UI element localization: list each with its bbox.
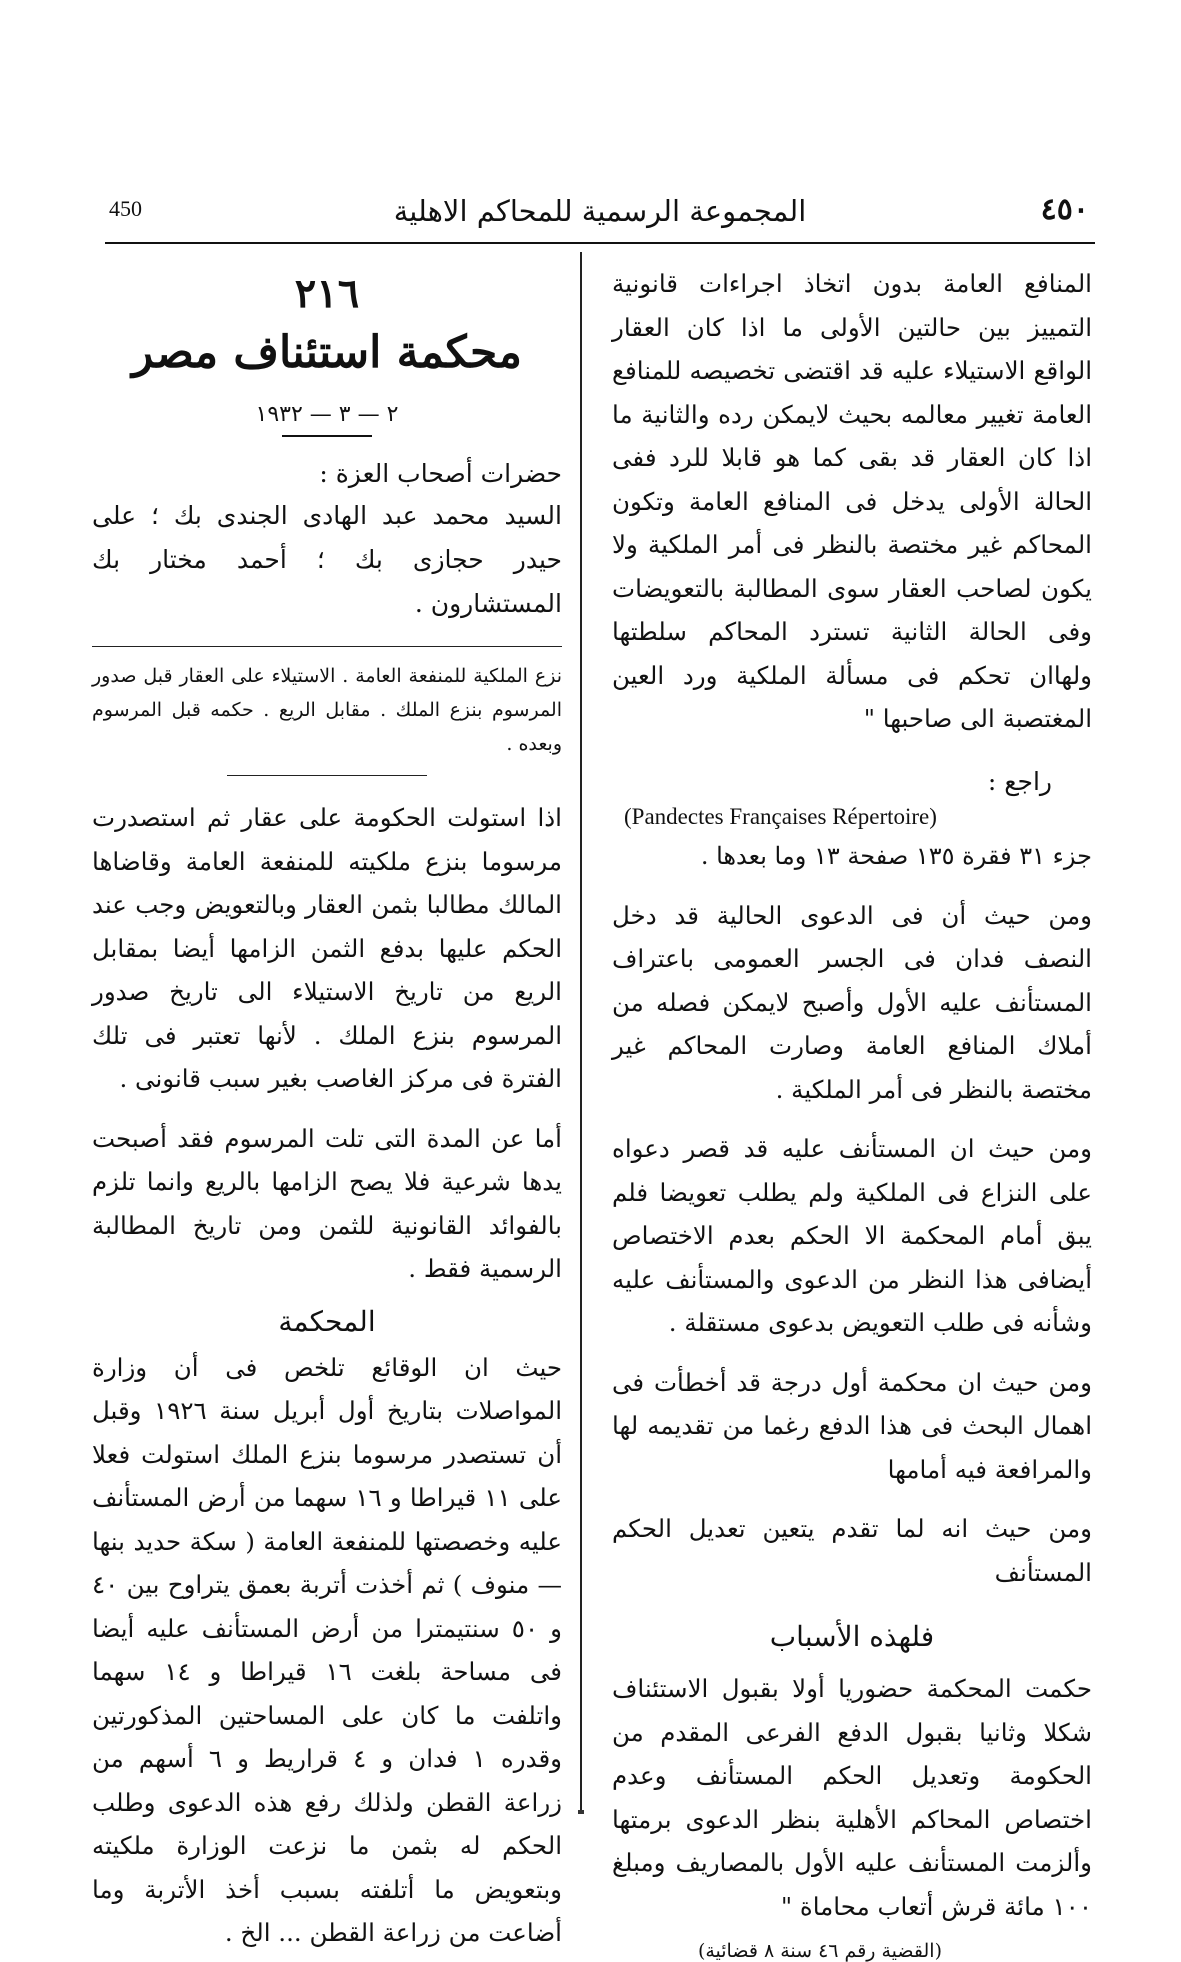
- paragraph: ومن حيث ان محكمة أول درجة قد أخطأت فى اهمال البحث فى هذا الدفع رغما من تقديمه لها والمرافعة فيه أمامها: [612, 1367, 1092, 1484]
- judgment-title: المحكمة: [278, 1304, 376, 1338]
- summary-keywords: نزع الملكية للمنفعة العامة . الاستيلاء على العقار قبل صدور المرسوم بنزع الملك . مقابل الريع . حكمه قبل المرسوم وبعده .: [92, 665, 562, 755]
- judges-list: السيد محمد عبد الهادى الجندى بك ؛ على حيدر حجازى بك ؛ أحمد مختار بك المستشارون .: [92, 501, 562, 618]
- case-number: ٢١٦: [294, 270, 360, 317]
- summary-rule-bottom: [227, 775, 427, 776]
- column-end-mark: [578, 1810, 584, 1814]
- journal-title: المجموعة الرسمية للمحاكم الاهلية: [393, 194, 807, 228]
- paragraph-continued: المنافع العامة بدون اتخاذ اجراءات قانونية التمييز بين حالتين الأولى ما اذا كان العقار الواقع الاستيلاء عليه قد اقتضى تخصيصه للمنافع العامة تغيير معالمه بحيث لايمكن رده والثانية ما اذا كان العقار قد بقى كما هو قابلا للرد ففى الحالة الأولى يدخل فى المنافع العامة وتكون المحاكم غير مختصة بالنظر فى أمر الملكية ولا يكون لصاحب العقار سوى المطالبة بالتعويضات وفى الحالة الثانية تسترد المحاكم سلطتها ولهاان تحكم فى مسألة الملكية ورد العين المغتصبة الى صاحبها ": [612, 269, 1092, 733]
- judges-title: حضرات أصحاب العزة :: [319, 459, 562, 488]
- case-reference: (القضية رقم ٤٦ سنة ٨ قضائية): [697, 1940, 942, 1962]
- right-column: [612, 262, 1092, 1962]
- page-number-arabic: ٤٥٠: [1040, 192, 1089, 227]
- paragraph: ومن حيث أن فى الدعوى الحالية قد دخل النصف فدان فى الجسر العمومى باعتراف المستأنف عليه الأول وأصبح لايمكن فصله من أملاك المنافع العامة وصارت المحاكم غير مختصة بالنظر فى أمر الملكية .: [612, 900, 1092, 1104]
- principle-paragraph: أما عن المدة التى تلت المرسوم فقد أصبحت يدها شرعية فلا يصح الزامها بالريع وانما تلزم بالفوائد القانونية للثمن ومن تاريخ المطالبة الرسمية فقط .: [92, 1123, 562, 1283]
- ruling-paragraph: حكمت المحكمة حضوريا أولا بقبول الاستئناف شكلا وثانيا بقبول الدفع الفرعى المقدم من الحكومة وتعديل الحكم المستأنف وعدم اختصاص المحاكم الأهلية بنظر الدعوى برمتها وألزمت المستأنف عليه الأول بالمصاريف ومبلغ ١٠٠ مائة قرش أتعاب محاماة ": [612, 1674, 1092, 1921]
- paragraph: ومن حيث ان المستأنف عليه قد قصر دعواه على النزاع فى الملكية ولم يطلب تعويضا فلم يبق أمام المحكمة الا الحكم بعدم الاختصاص أيضافى هذا النظر من الدعوى والمستأنف عليه وشأنه فى طلب التعويض بدعوى مستقلة .: [612, 1134, 1092, 1337]
- page-number-latin: 450: [109, 196, 142, 221]
- reference-title: راجع :: [987, 766, 1052, 796]
- header-rule: [105, 242, 1095, 244]
- paragraph: ومن حيث انه لما تقدم يتعين تعديل الحكم المستأنف: [612, 1514, 1092, 1587]
- page-header: [105, 190, 1095, 246]
- reference-latin: (Pandectes Françaises Répertoire): [624, 803, 937, 829]
- court-name: محكمة استئناف مصر: [132, 327, 522, 378]
- judgment-date: ٢ — ٣ — ١٩٣٢: [255, 402, 399, 427]
- column-divider: [580, 252, 582, 1812]
- reference-detail: جزء ٣١ فقرة ١٣٥ صفحة ١٣ وما بعدها .: [700, 841, 1092, 870]
- principle-paragraph: اذا استولت الحكومة على عقار ثم استصدرت مرسوما بنزع ملكيته للمنفعة العامة وقاضاها المالك مطالبا بثمن العقار وبالتعويض وجب عند الحكم عليها بدفع الثمن الزامها أيضا بمقابل الريع من تاريخ الاستيلاء الى تاريخ صدور المرسوم بنزع الملك . لأنها تعتبر فى تلك الفترة فى مركز الغاصب بغير سبب قانونى .: [92, 803, 562, 1093]
- date-rule: [282, 435, 372, 437]
- summary-rule: [92, 646, 562, 647]
- causes-title: فلهذه الأسباب: [769, 1620, 935, 1653]
- left-column: [92, 262, 562, 1955]
- facts-paragraph: حيث ان الوقائع تلخص فى أن وزارة المواصلات بتاريخ أول أبريل سنة ١٩٢٦ وقبل أن تستصدر مرسوما بنزع الملك استولت فعلا على ١١ قيراطا و ١٦ سهما من أرض المستأنف عليه وخصصتها للمنفعة العامة ( سكة حديد بنها — منوف ) ثم أخذت أتربة بعمق يتراوح بين ٤٠ و ٥٠ سنتيمترا من أرض المستأنف عليه أيضا فى مساحة بلغت ١٦ قيراطا و ١٤ سهما واتلفت ما كان على المساحتين المذكورتين وقدره ١ فدان و ٤ قراريط و ٦ أسهم من زراعة القطن ولذلك رفع هذه الدعوى وطلب الحكم له بثمن ما نزعت الوزارة ملكيته وبتعويض ما أتلفته بسبب أخذ الأتربة وما أضاعت من زراعة القطن ... الخ .: [92, 1352, 562, 1947]
